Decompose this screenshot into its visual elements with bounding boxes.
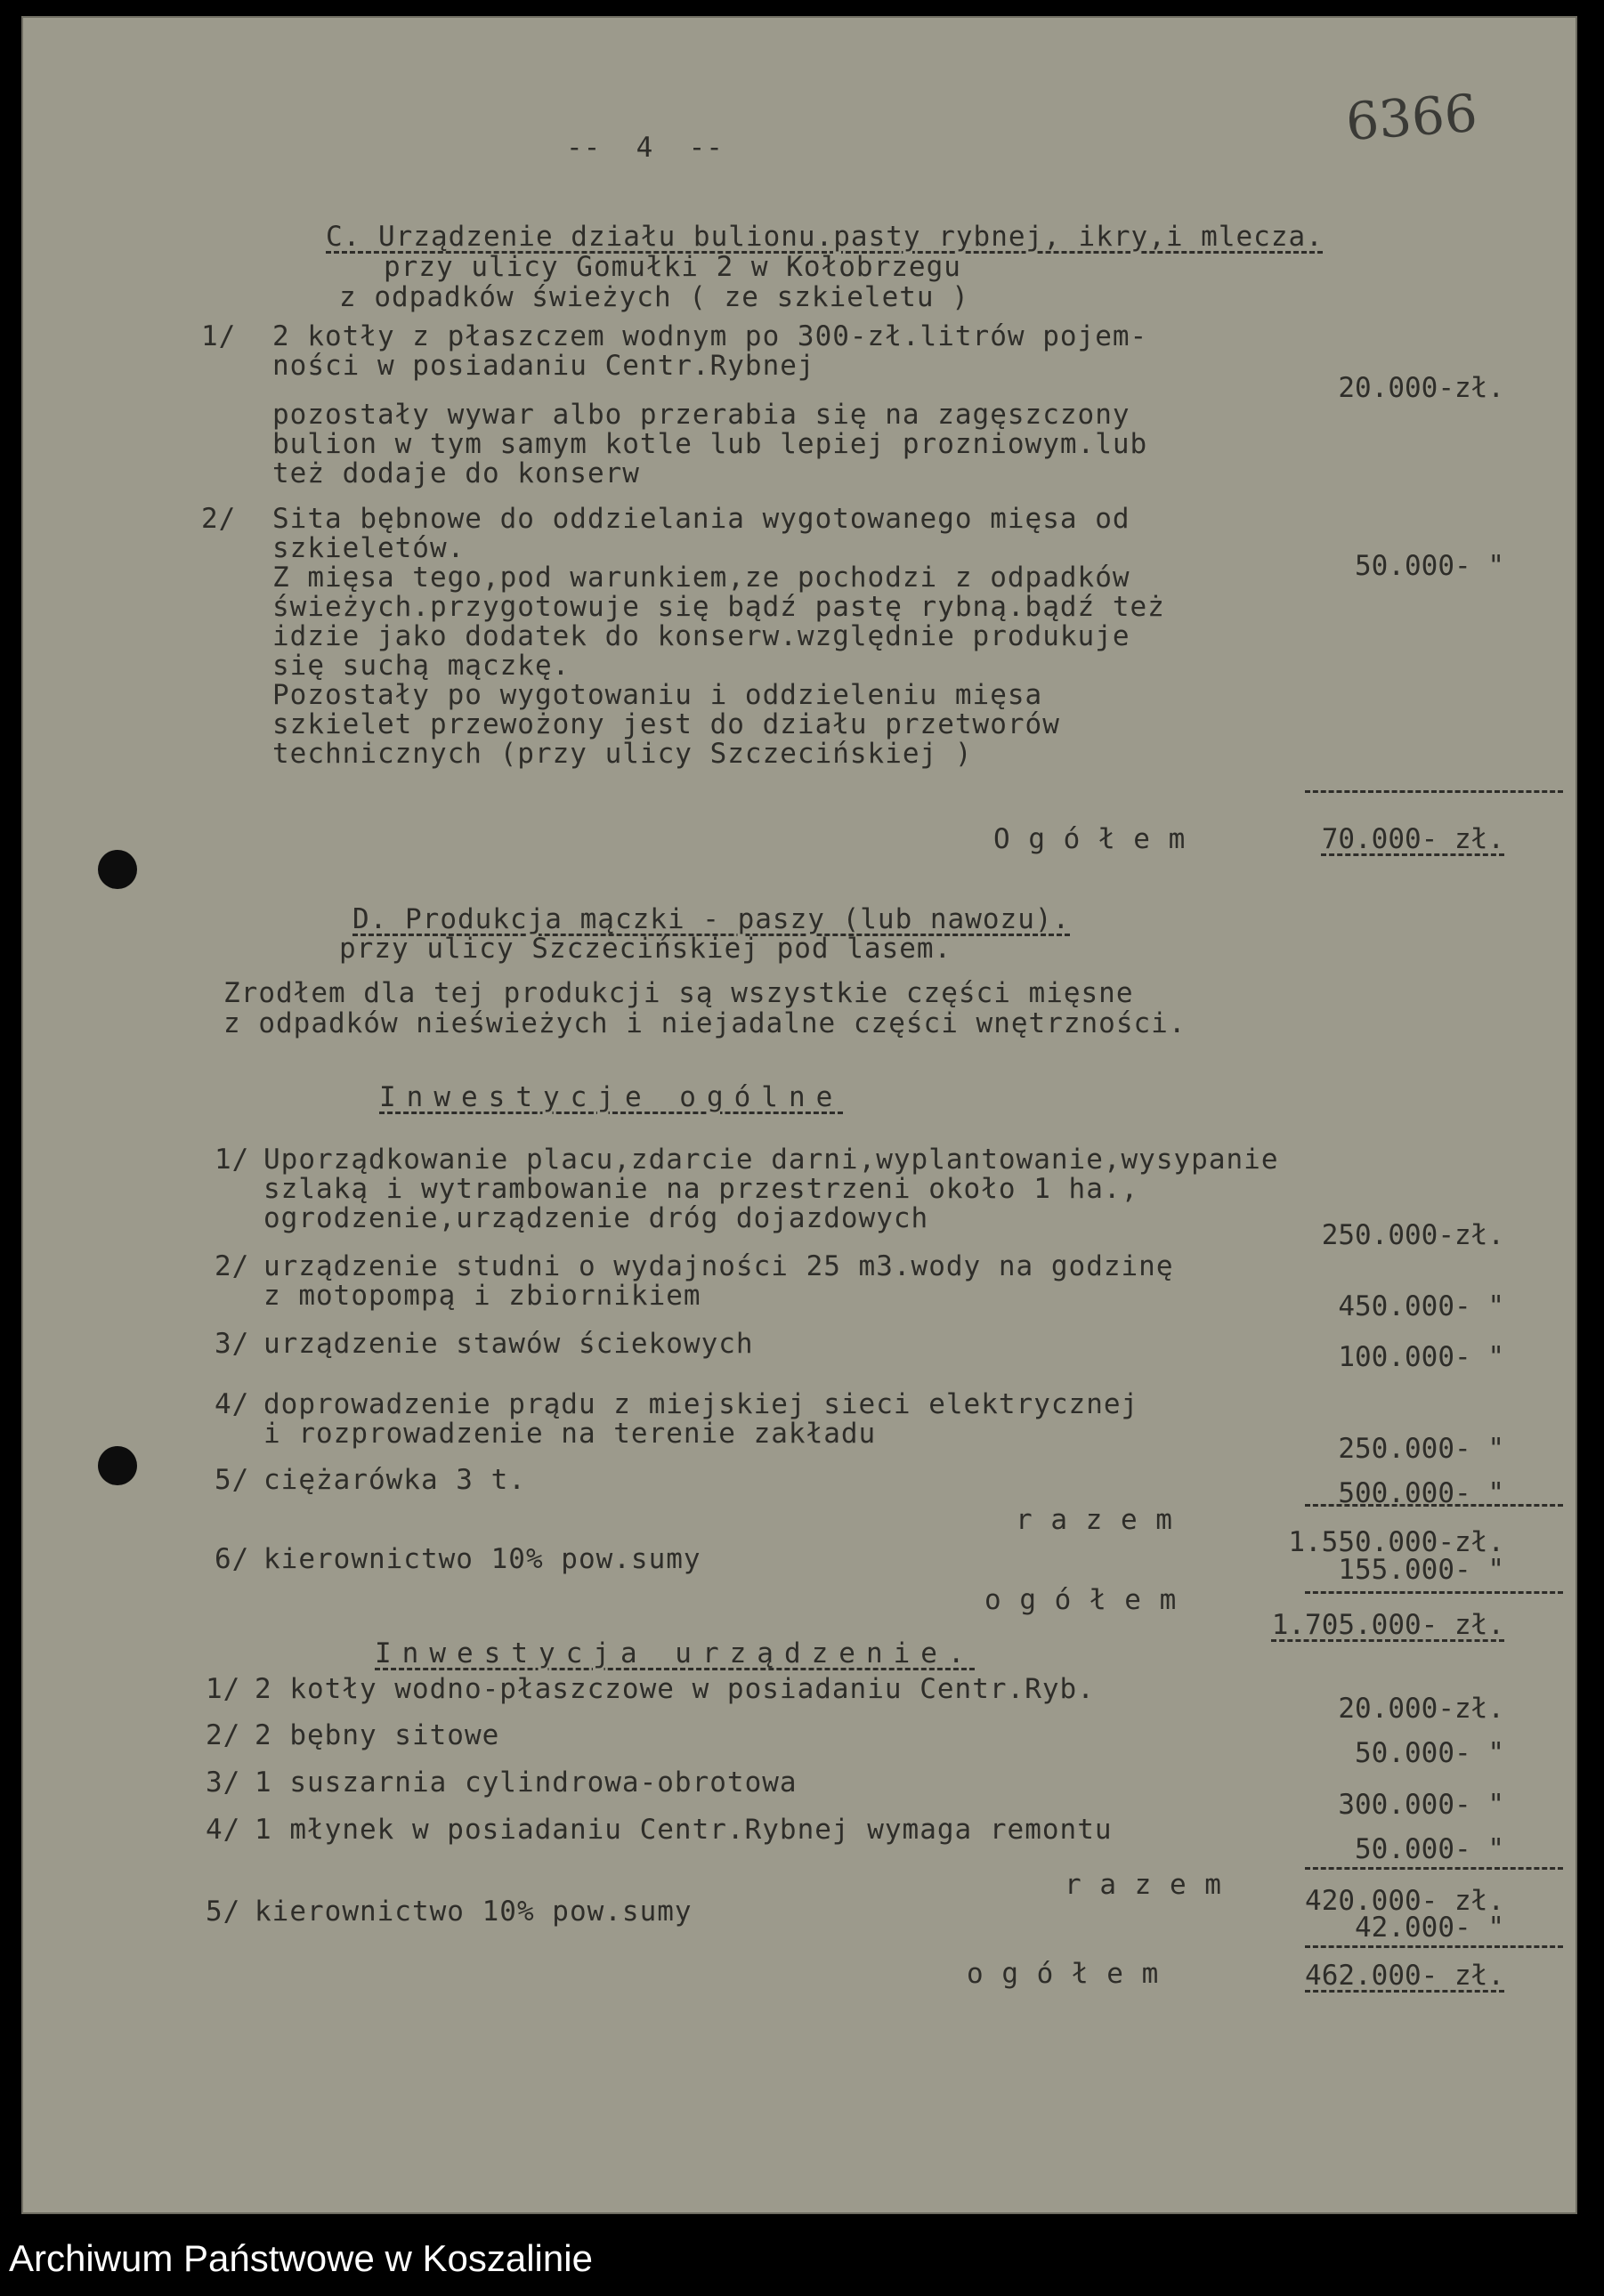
subtotal-rule <box>1305 1867 1563 1870</box>
punch-hole <box>98 1446 137 1485</box>
item-number: 1/ <box>206 1673 241 1705</box>
item-amount: 50.000- " <box>1355 550 1504 582</box>
item-text-line: 2 kotły z płaszczem wodnym po 300-zł.litrów pojem- <box>272 320 1148 352</box>
item-amount: 250.000- " <box>1338 1433 1504 1465</box>
item-text: 1 suszarnia cylindrowa-obrotowa <box>255 1766 798 1799</box>
section-c-total-value: 70.000- zł. <box>1321 823 1504 855</box>
item-text-line: urządzenie studni o wydajności 25 m3.wody na godzinę <box>263 1250 1174 1282</box>
section-d-intro1: Zrodłem dla tej produkcji są wszystkie części mięsne <box>223 977 1134 1009</box>
item-text: 2 bębny sitowe <box>255 1719 500 1751</box>
inv-general-heading: Inwestycje ogólne <box>379 1081 844 1113</box>
item-text-line: się suchą mączkę. <box>272 650 571 682</box>
item-amount: 20.000-zł. <box>1338 1693 1504 1725</box>
item-text-line: technicznych (przy ulicy Szczecińskiej ) <box>272 738 973 770</box>
section-c-sub1: przy ulicy Gomułki 2 w Kołobrzegu <box>384 251 961 283</box>
item-text-line: urządzenie stawów ściekowych <box>263 1328 754 1360</box>
page-number: -- 4 -- <box>566 132 724 164</box>
item-number: 2/ <box>201 503 237 535</box>
section-c-title: C. Urządzenie działu bulionu.pasty rybnej, ikry,i mlecza. <box>326 221 1324 253</box>
inv-general-subtotal-label: r a z e m <box>1016 1504 1173 1536</box>
inv-equipment-mgmt-no: 5/ <box>206 1896 241 1928</box>
inv-equipment-subtotal-value: 420.000- zł. <box>1305 1885 1504 1917</box>
item-number: 3/ <box>206 1766 241 1799</box>
item-amount: 250.000-zł. <box>1321 1219 1504 1251</box>
item-number: 2/ <box>215 1250 250 1282</box>
item-text-line: ciężarówka 3 t. <box>263 1464 526 1496</box>
item-amount: 450.000- " <box>1338 1290 1504 1322</box>
item-number: 1/ <box>215 1144 250 1176</box>
item-amount: 100.000- " <box>1338 1341 1504 1373</box>
item-text-line: ogrodzenie,urządzenie dróg dojazdowych <box>263 1202 929 1234</box>
item-text-line: pozostały wywar albo przerabia się na zagęszczony <box>272 399 1130 431</box>
inv-equipment-total-label: o g ó ł e m <box>967 1958 1160 1990</box>
item-text-line: z motopompą i zbiornikiem <box>263 1280 701 1312</box>
item-number: 5/ <box>215 1464 250 1496</box>
item-text-line: bulion w tym samym kotle lub lepiej prozniowym.lub <box>272 428 1148 460</box>
archive-footer <box>0 2225 1604 2296</box>
item-text-line: Sita bębnowe do oddzielania wygotowanego mięsa od <box>272 503 1130 535</box>
item-text-line: idzie jako dodatek do konserw.względnie produkuje <box>272 620 1130 652</box>
inv-general-mgmt-no: 6/ <box>215 1543 250 1575</box>
inv-general-mgmt-text: kierownictwo 10% pow.sumy <box>263 1543 701 1575</box>
item-text-line: Z mięsa tego,pod warunkiem,ze pochodzi z odpadków <box>272 562 1130 594</box>
item-text-line: szkielet przewożony jest do działu przetworów <box>272 708 1060 740</box>
item-amount: 50.000- " <box>1355 1833 1504 1865</box>
item-number: 3/ <box>215 1328 250 1360</box>
item-text-line: szlaką i wytrambowanie na przestrzeni około 1 ha., <box>263 1173 1139 1205</box>
punch-hole <box>98 850 137 889</box>
inv-equipment-total-value: 462.000- zł. <box>1305 1960 1504 1992</box>
item-text-line: też dodaje do konserw <box>272 457 640 489</box>
total-rule <box>1305 1591 1563 1594</box>
section-c-total-label: O g ó ł e m <box>993 823 1187 855</box>
item-text-line: i rozprowadzenie na terenie zakładu <box>263 1418 877 1450</box>
section-d-title: D. Produkcja mączki - paszy (lub nawozu). <box>352 903 1071 935</box>
archive-number: 6366 <box>1344 82 1480 153</box>
section-d-intro2: z odpadków nieświeżych i niejadalne części wnętrzności. <box>223 1007 1187 1039</box>
inv-general-total-value: 1.705.000- zł. <box>1271 1609 1504 1641</box>
inv-equipment-heading: Inwestycja urządzenie. <box>375 1637 976 1669</box>
item-text-line: doprowadzenie prądu z miejskiej sieci elektrycznej <box>263 1388 1139 1420</box>
inv-equipment-subtotal-label: r a z e m <box>1065 1869 1222 1901</box>
item-amount: 20.000-zł. <box>1338 372 1504 404</box>
item-text-line: Pozostały po wygotowaniu i oddzieleniu mięsa <box>272 679 1043 711</box>
item-text: 1 młynek w posiadaniu Centr.Rybnej wymaga remontu <box>255 1814 1113 1846</box>
inv-equipment-mgmt-value: 42.000- " <box>1355 1912 1504 1944</box>
inv-general-mgmt-value: 155.000- " <box>1338 1554 1504 1586</box>
item-number: 4/ <box>215 1388 250 1420</box>
item-text: 2 kotły wodno-płaszczowe w posiadaniu Centr.Ryb. <box>255 1673 1095 1705</box>
subtotal-rule <box>1305 1504 1563 1507</box>
item-number: 4/ <box>206 1814 241 1846</box>
total-rule <box>1305 1945 1563 1948</box>
item-text-line: ności w posiadaniu Centr.Rybnej <box>272 350 815 382</box>
total-rule <box>1305 790 1563 793</box>
section-d-sub: przy ulicy Szczecińskiej pod lasem. <box>339 933 952 965</box>
item-amount: 500.000- " <box>1338 1477 1504 1509</box>
inv-equipment-mgmt-text: kierownictwo 10% pow.sumy <box>255 1896 693 1928</box>
archive-footer-text: Archiwum Państwowe w Koszalinie <box>9 2237 593 2279</box>
item-number: 1/ <box>201 320 237 352</box>
item-text-line: świeżych.przygotowuje się bądź pastę rybną.bądź też <box>272 591 1165 623</box>
item-amount: 50.000- " <box>1355 1737 1504 1769</box>
section-c-sub2: z odpadków świeżych ( ze szkieletu ) <box>339 281 969 313</box>
item-number: 2/ <box>206 1719 241 1751</box>
item-amount: 300.000- " <box>1338 1789 1504 1821</box>
item-text-line: Uporządkowanie placu,zdarcie darni,wyplantowanie,wysypanie <box>263 1144 1279 1176</box>
inv-general-total-label: o g ó ł e m <box>984 1584 1178 1616</box>
item-text-line: szkieletów. <box>272 532 466 564</box>
document-page <box>21 16 1577 2214</box>
inv-general-subtotal-value: 1.550.000-zł. <box>1288 1526 1504 1558</box>
